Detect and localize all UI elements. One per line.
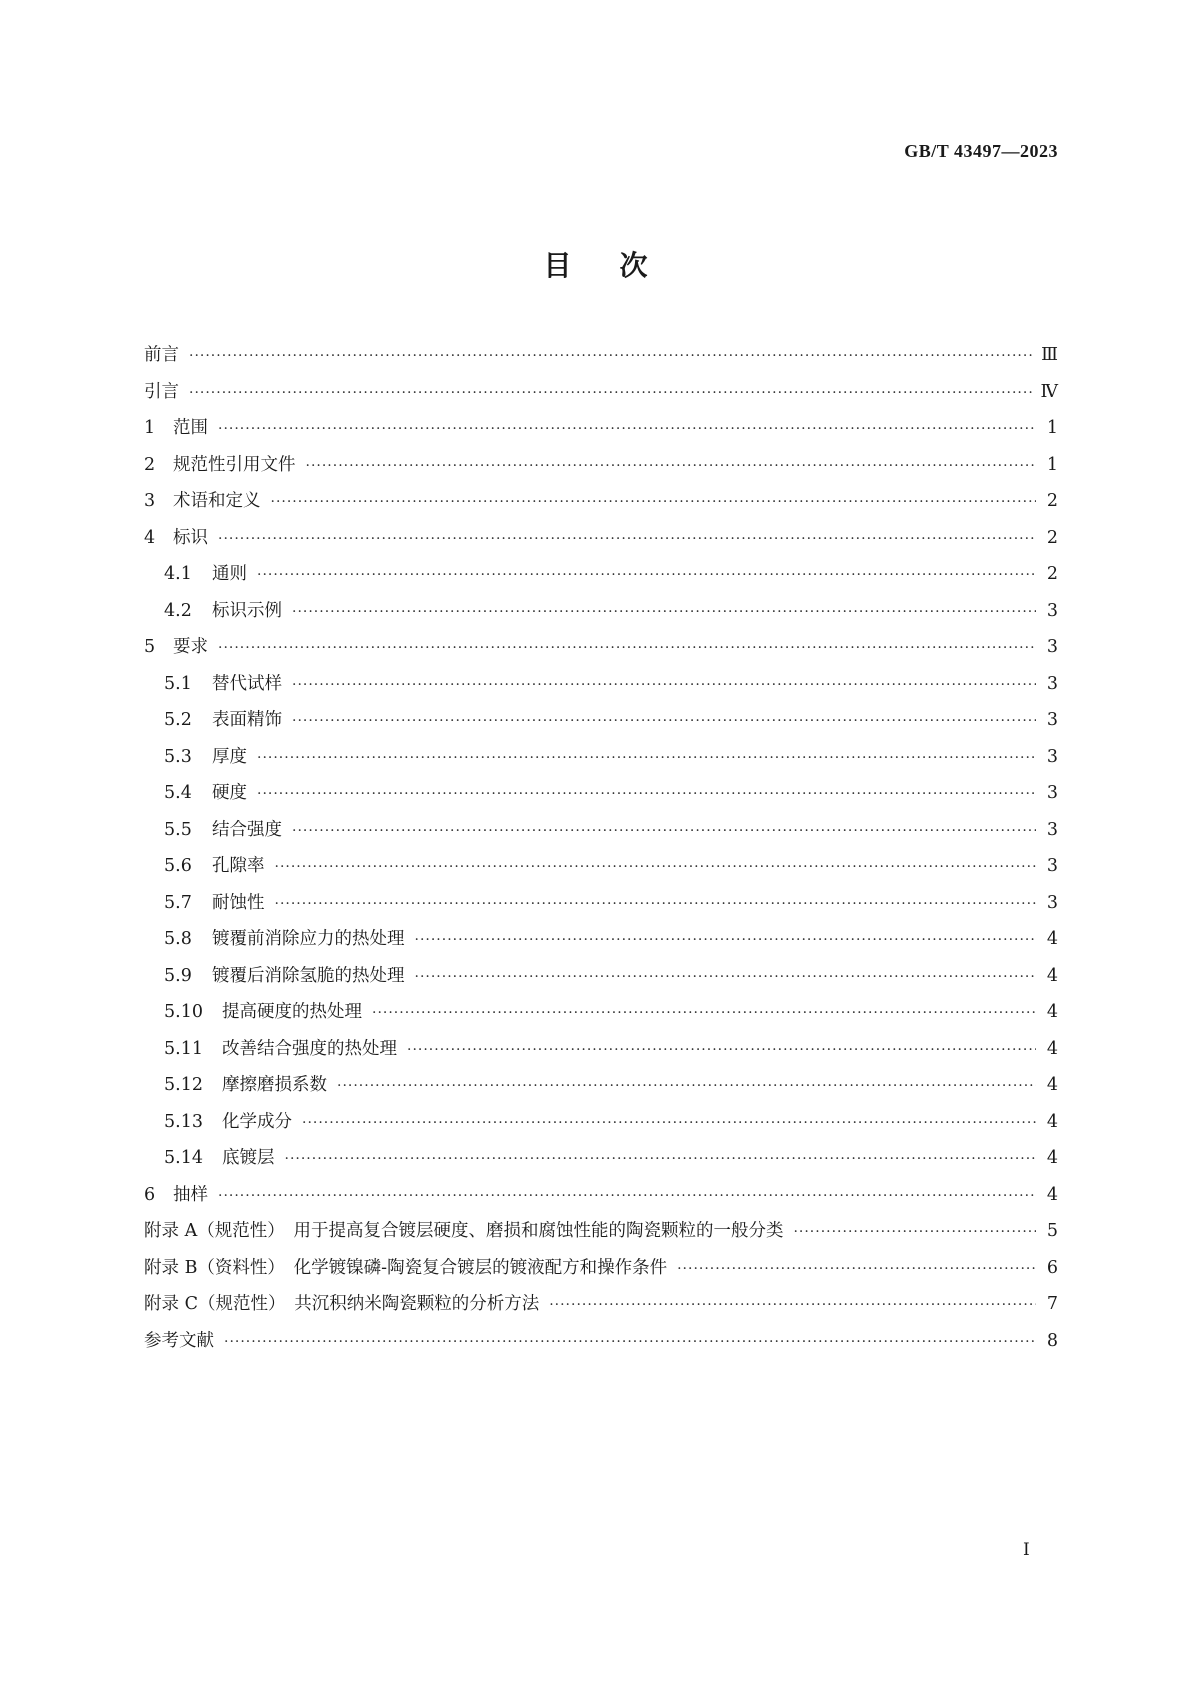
toc-entry-label: 结合强度 [212,819,282,840]
dot-leader [275,896,1037,912]
toc-entry-number: 5.2 [164,710,192,730]
toc-entry-label: 引言 [144,381,179,402]
toc-entry-label: 通则 [212,564,247,584]
toc-entry-page: 3 [1046,892,1058,913]
dot-leader [189,348,1033,364]
toc-entry-page: 3 [1046,637,1058,657]
toc-entry[interactable] [144,341,1058,378]
dot-leader [257,567,1036,583]
toc-entry-label: 范围 [173,418,208,438]
toc-entry-label: 提高硬度的热处理 [222,1002,362,1022]
toc-entry-page: Ⅳ [1040,381,1058,402]
toc-entry[interactable] [144,925,1058,962]
toc-entry[interactable] [144,1181,1058,1218]
dot-leader [292,823,1036,839]
toc-entry-label: 参考文献 [144,1330,214,1351]
toc-entry-page: 4 [1046,929,1058,949]
toc-entry[interactable] [144,451,1058,488]
dot-leader [257,786,1036,802]
toc-entry[interactable] [144,706,1058,743]
dot-leader [292,713,1036,729]
toc-entry-number: 5.4 [164,783,192,803]
dot-leader [224,1334,1036,1350]
toc-entry-number: 5.11 [164,1038,203,1059]
toc-entry-label: 附录 A（规范性） 用于提高复合镀层硬度、磨损和腐蚀性能的陶瓷颗粒的一般分类 [144,1221,784,1241]
standard-code: GB/T 43497—2023 [904,141,1058,161]
dot-leader [415,932,1037,948]
toc-entry-page: 4 [1046,1038,1058,1059]
toc-entry-page: 4 [1046,965,1058,986]
toc-entry-label: 摩擦磨损系数 [222,1075,327,1095]
toc-entry-page: Ⅲ [1041,345,1058,365]
toc-entry-label: 抽样 [173,1184,208,1205]
toc-entry-label: 硬度 [212,783,247,803]
toc-entry-page: 3 [1046,856,1058,876]
toc-entry-number: 6 [144,1184,156,1205]
toc-entry-label: 化学成分 [222,1111,292,1132]
toc-entry-page: 2 [1046,527,1058,548]
toc-entry-number: 3 [144,491,156,511]
toc-entry-number: 5.9 [164,965,192,986]
toc-entry-page: 2 [1046,564,1058,584]
toc-entry-number: 5.12 [164,1075,203,1095]
toc-entry-label: 附录 B（资料性） 化学镀镍磷-陶瓷复合镀层的镀液配方和操作条件 [144,1257,668,1278]
toc-entry[interactable] [144,998,1058,1035]
toc-entry-page: 3 [1046,710,1058,730]
toc-entry-page: 2 [1046,491,1058,511]
page-title: 目次 [543,249,696,282]
dot-leader [302,1115,1036,1131]
toc-entry[interactable] [144,1108,1058,1145]
toc-entry-page: 4 [1046,1184,1058,1205]
toc-entry[interactable] [144,743,1058,780]
toc-entry-page: 7 [1046,1294,1058,1314]
toc-entry-label: 要求 [173,637,208,657]
toc-entry-number: 5.6 [164,856,192,876]
toc-entry-label: 镀覆后消除氢脆的热处理 [212,965,405,986]
toc-entry-page: 5 [1046,1221,1058,1241]
dot-leader [372,1005,1036,1021]
toc-entry[interactable] [144,487,1058,524]
toc-entry[interactable] [144,597,1058,634]
toc-entry-number: 4.1 [164,564,192,584]
toc-entry-label: 镀覆前消除应力的热处理 [212,929,405,949]
toc-entry-page: 3 [1046,783,1058,803]
toc-entry-page: 1 [1046,418,1058,438]
toc-entry-number: 4.2 [164,600,192,621]
toc-entry[interactable] [144,889,1058,926]
toc-entry-number: 5.3 [164,746,192,767]
dot-leader [189,385,1033,401]
toc-entry[interactable] [144,560,1058,597]
toc-entry-page: 1 [1046,454,1058,475]
toc-entry-number: 5.10 [164,1002,203,1022]
dot-leader [218,640,1036,656]
toc-entry-label: 前言 [144,345,179,365]
dot-leader [306,458,1037,474]
toc-entry[interactable] [144,1144,1058,1181]
dot-leader [407,1042,1036,1058]
toc-entry-number: 5.7 [164,892,192,913]
toc-entry[interactable] [144,1035,1058,1072]
toc-entry-label: 附录 C（规范性） 共沉积纳米陶瓷颗粒的分析方法 [144,1294,540,1314]
toc-entry-page: 4 [1046,1002,1058,1022]
toc-entry-number: 2 [144,454,156,475]
toc-entry-label: 底镀层 [222,1148,275,1168]
dot-leader [337,1078,1036,1094]
toc-entry-label: 改善结合强度的热处理 [222,1038,397,1059]
toc-entry-label: 孔隙率 [212,856,265,876]
toc-entry-number: 5.8 [164,929,192,949]
toc-entry-number: 5.14 [164,1148,203,1168]
toc-entry-page: 6 [1046,1257,1058,1278]
toc-entry[interactable] [144,779,1058,816]
toc-entry-page: 3 [1046,600,1058,621]
toc-entry-page: 4 [1046,1075,1058,1095]
toc-entry-page: 8 [1046,1330,1058,1351]
dot-leader [292,604,1036,620]
toc-entry-number: 5.13 [164,1111,203,1132]
toc-entry-number: 5 [144,637,156,657]
dot-leader [793,1224,1036,1240]
toc-entry-page: 3 [1046,673,1058,694]
toc-entry-number: 1 [144,418,156,438]
toc-entry[interactable] [144,633,1058,670]
dot-leader [257,750,1036,766]
toc-entry[interactable] [144,816,1058,853]
dot-leader [292,677,1036,693]
page-folio: I [1023,1540,1030,1560]
toc-entry-page: 4 [1046,1148,1058,1168]
toc-entry[interactable] [144,1254,1058,1291]
toc-entry[interactable] [144,852,1058,889]
dot-leader [677,1261,1036,1277]
toc-entry-label: 规范性引用文件 [173,454,296,475]
toc-entry-label: 替代试样 [212,673,282,694]
dot-leader [271,494,1037,510]
toc-entry-label: 术语和定义 [173,491,261,511]
toc-entry[interactable] [144,414,1058,451]
toc-entry-label: 标识 [173,527,208,548]
toc-entry[interactable] [144,670,1058,707]
dot-leader [415,969,1037,985]
toc-entry[interactable] [144,1217,1058,1254]
toc-entry[interactable] [144,1071,1058,1108]
dot-leader [218,1188,1036,1204]
toc-entry[interactable] [144,524,1058,561]
dot-leader [275,859,1037,875]
toc-entry[interactable] [144,378,1058,415]
toc-entry-label: 耐蚀性 [212,892,265,913]
toc-entry-page: 3 [1046,819,1058,840]
dot-leader [285,1151,1037,1167]
toc-entry-page: 3 [1046,746,1058,767]
toc-entry-page: 4 [1046,1111,1058,1132]
dot-leader [218,531,1036,547]
toc-entry-number: 5.5 [164,819,192,840]
toc-entry-label: 标识示例 [212,600,282,621]
toc-entry-label: 表面精饰 [212,710,282,730]
dot-leader [549,1297,1036,1313]
toc-entry[interactable] [144,1290,1058,1327]
table-of-contents [144,341,1058,1363]
toc-entry[interactable] [144,962,1058,999]
dot-leader [218,421,1036,437]
toc-entry-number: 4 [144,527,156,548]
toc-entry-label: 厚度 [212,746,247,767]
toc-entry[interactable] [144,1327,1058,1364]
toc-entry-number: 5.1 [164,673,192,694]
